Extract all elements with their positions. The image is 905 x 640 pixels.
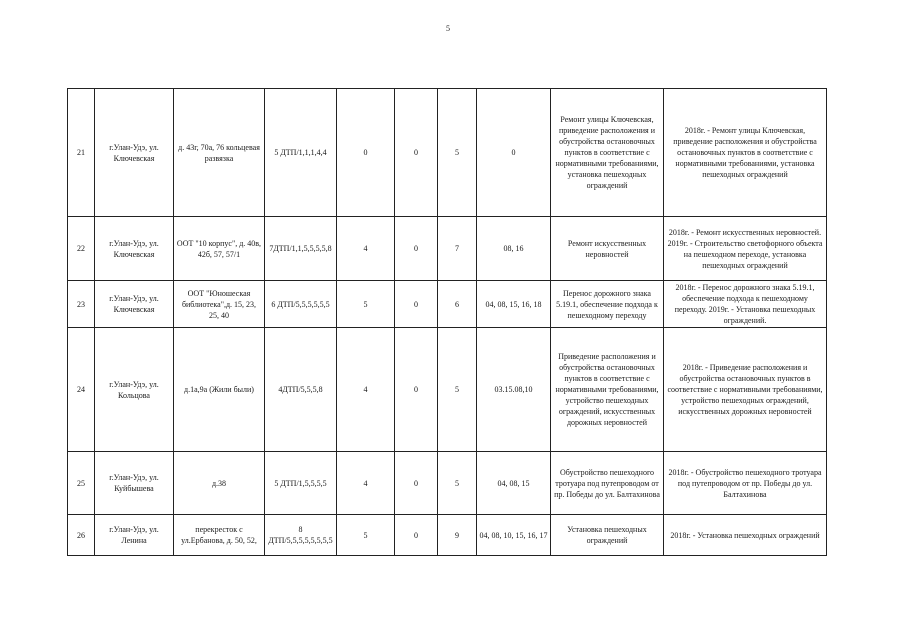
count-cell-3: 9	[438, 515, 477, 556]
count-cell-1: 5	[337, 515, 395, 556]
time-cell: 04, 08, 15, 16, 18	[477, 281, 551, 328]
count-cell-1: 0	[337, 89, 395, 217]
time-cell: 04, 08, 15	[477, 452, 551, 515]
page-number: 5	[446, 24, 450, 33]
street-cell: г.Улан-Удэ, ул. Ключевская	[95, 217, 174, 281]
plan-cell: 2018г. - Установка пешеходных ограждений	[664, 515, 827, 556]
row-number: 24	[68, 328, 95, 452]
street-cell: г.Улан-Удэ, ул. Ленина	[95, 515, 174, 556]
address-cell: ООТ "Юношеская библиотека",д. 15, 23, 25, 40	[174, 281, 265, 328]
plan-cell: 2018г. - Ремонт улицы Ключевская, приведение расположения и обустройства остановочных пунктов в соответствие с нормативными требованиями, установка пешеходных ограждений	[664, 89, 827, 217]
accident-locations-table	[67, 88, 827, 556]
count-cell-2: 0	[395, 452, 438, 515]
table-row	[68, 328, 827, 452]
row-number: 25	[68, 452, 95, 515]
accidents-cell: 6 ДТП/5,5,5,5,5,5	[265, 281, 337, 328]
accidents-cell: 5 ДТП/1,5,5,5,5	[265, 452, 337, 515]
measures-cell: Ремонт искусственных неровностей	[551, 217, 664, 281]
plan-cell: 2018г. - Обустройство пешеходного тротуара под путепроводом от пр. Победы до ул. Балтахинова	[664, 452, 827, 515]
row-number: 22	[68, 217, 95, 281]
accidents-cell: 8 ДТП/5,5,5,5,5,5,5,5	[265, 515, 337, 556]
plan-cell: 2018г. - Приведение расположения и обустройства остановочных пунктов в соответствие с нормативными требованиями, устройство пешеходных ограждений, искусственных дорожных неровностей	[664, 328, 827, 452]
table-row	[68, 452, 827, 515]
table-row	[68, 515, 827, 556]
count-cell-2: 0	[395, 328, 438, 452]
address-cell: ООТ "10 корпус", д. 40в, 42б, 57, 57/1	[174, 217, 265, 281]
count-cell-2: 0	[395, 217, 438, 281]
time-cell: 08, 16	[477, 217, 551, 281]
count-cell-2: 0	[395, 89, 438, 217]
time-cell: 03.15.08,10	[477, 328, 551, 452]
measures-cell: Перенос дорожного знака 5.19.1, обеспечение подхода к пешеходному переходу	[551, 281, 664, 328]
count-cell-3: 7	[438, 217, 477, 281]
table-row	[68, 281, 827, 328]
count-cell-3: 5	[438, 328, 477, 452]
count-cell-1: 5	[337, 281, 395, 328]
count-cell-3: 5	[438, 452, 477, 515]
accidents-cell: 5 ДТП/1,1,1,4,4	[265, 89, 337, 217]
plan-cell: 2018г. - Ремонт искусственных неровностей. 2019г. - Строительство светофорного объекта на пешеходном переходе, установка пешеходных ограждений	[664, 217, 827, 281]
accidents-cell: 7ДТП/1,1,5,5,5,5,8	[265, 217, 337, 281]
time-cell: 04, 08, 10, 15, 16, 17	[477, 515, 551, 556]
time-cell: 0	[477, 89, 551, 217]
count-cell-3: 5	[438, 89, 477, 217]
address-cell: д.38	[174, 452, 265, 515]
accidents-cell: 4ДТП/5,5,5,8	[265, 328, 337, 452]
street-cell: г.Улан-Удэ, ул. Ключевская	[95, 89, 174, 217]
address-cell: д.1а,9а (Жили были)	[174, 328, 265, 452]
count-cell-1: 4	[337, 452, 395, 515]
row-number: 26	[68, 515, 95, 556]
row-number: 23	[68, 281, 95, 328]
table-row	[68, 217, 827, 281]
count-cell-2: 0	[395, 515, 438, 556]
plan-cell: 2018г. - Перенос дорожного знака 5.19.1, обеспечение подхода к пешеходному переходу. 2019г. - Установка пешеходных ограждений.	[664, 281, 827, 328]
measures-cell: Установка пешеходных ограждений	[551, 515, 664, 556]
count-cell-2: 0	[395, 281, 438, 328]
address-cell: д. 43г, 70а, 76 кольцевая развязка	[174, 89, 265, 217]
street-cell: г.Улан-Удэ, ул. Кольцова	[95, 328, 174, 452]
address-cell: перекресток с ул.Ербанова, д. 50, 52,	[174, 515, 265, 556]
count-cell-1: 4	[337, 217, 395, 281]
measures-cell: Приведение расположения и обустройства остановочных пунктов в соответствие с нормативными требованиями, устройство пешеходных ограждений, искусственных дорожных неровностей	[551, 328, 664, 452]
street-cell: г.Улан-Удэ, ул. Ключевская	[95, 281, 174, 328]
measures-cell: Ремонт улицы Ключевская, приведение расположения и обустройства остановочных пунктов в соответствие с нормативными требованиями, установка пешеходных ограждений	[551, 89, 664, 217]
row-number: 21	[68, 89, 95, 217]
count-cell-1: 4	[337, 328, 395, 452]
table-row	[68, 89, 827, 217]
measures-cell: Обустройство пешеходного тротуара под путепроводом от пр. Победы до ул. Балтахинова	[551, 452, 664, 515]
count-cell-3: 6	[438, 281, 477, 328]
street-cell: г.Улан-Удэ, ул. Куйбышева	[95, 452, 174, 515]
